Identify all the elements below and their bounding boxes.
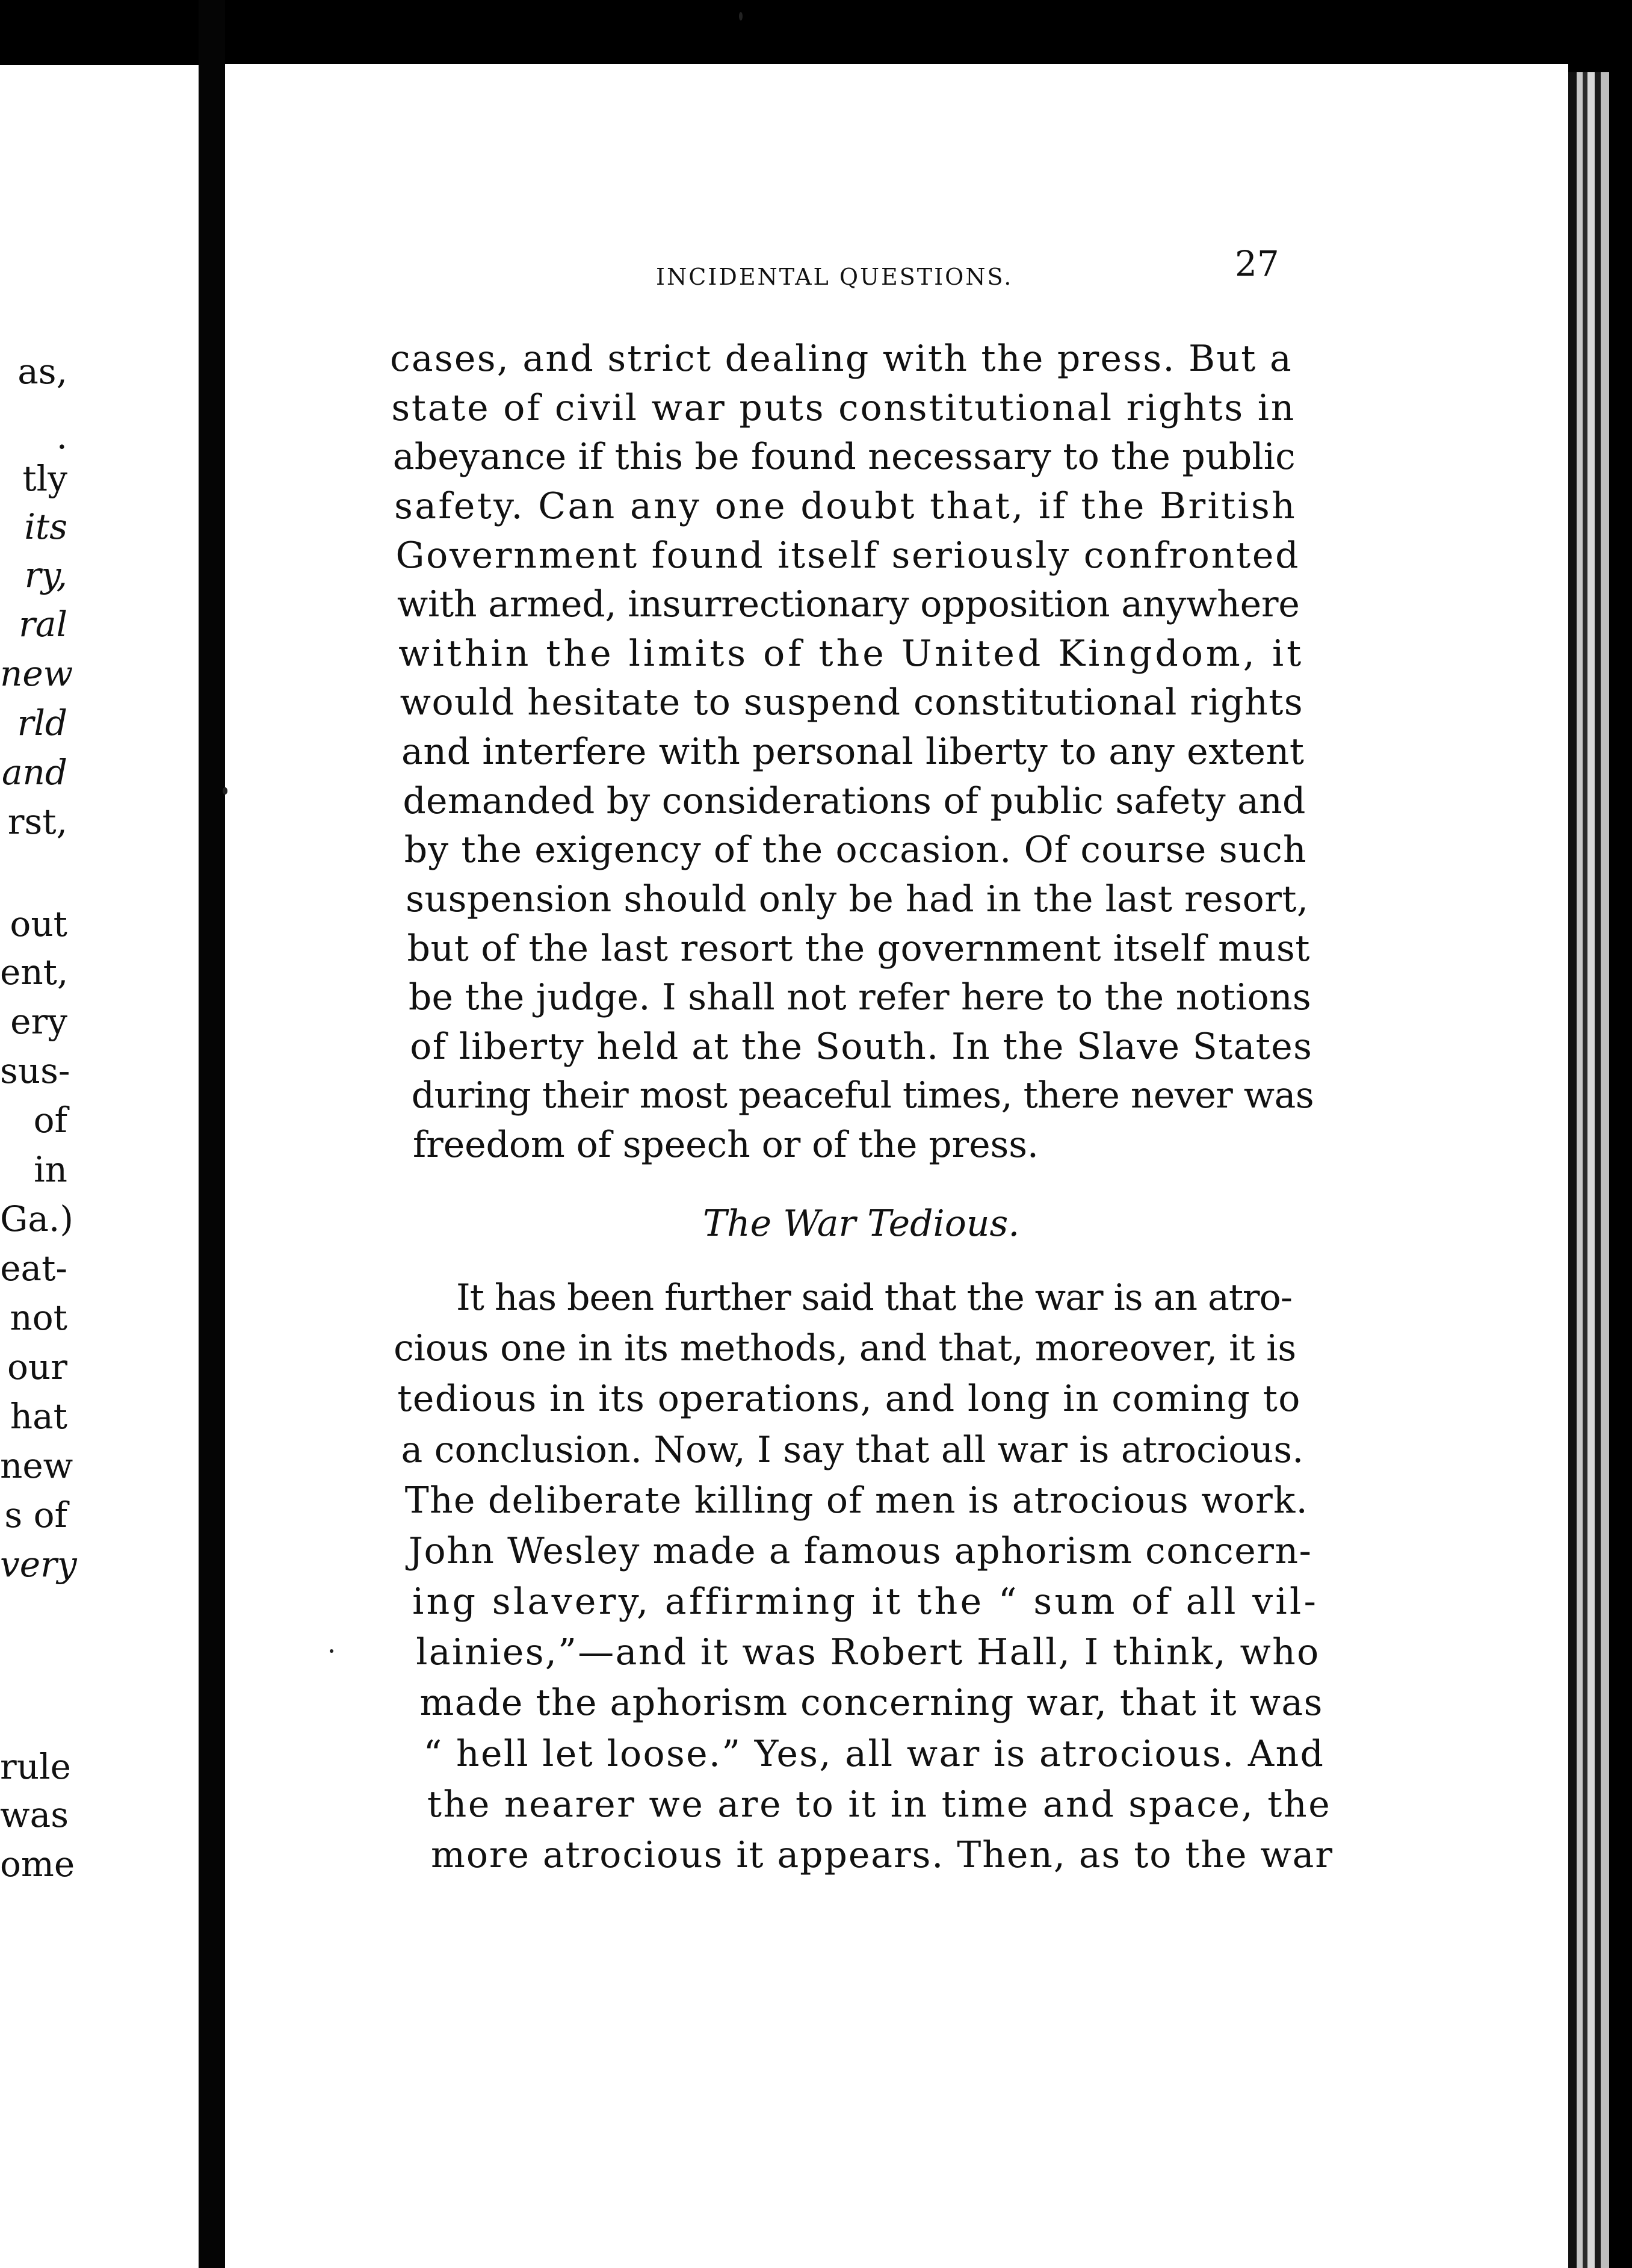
text-line: Government found itself seriously confronted [395, 534, 1300, 577]
left-page-fragment: as, [17, 351, 67, 392]
left-page-fragment: not [10, 1297, 67, 1338]
left-page-fragment: in [34, 1149, 67, 1190]
page-edge [1595, 72, 1601, 2268]
text-line: the nearer we are to it in time and space, the [427, 1783, 1332, 1826]
text-line: abeyance if this be found necessary to the public [392, 436, 1296, 479]
scan-speck [223, 787, 227, 795]
left-page-fragment: rst, [7, 801, 67, 842]
left-page-fragment: s of [4, 1495, 67, 1535]
left-page-fragment: ral [19, 604, 67, 645]
left-page-fragment: sus- [0, 1050, 70, 1091]
left-page-fragment: out [10, 903, 67, 944]
text-line: more atrocious it appears. Then, as to the war [431, 1834, 1334, 1876]
text-line: within the limits of the United Kingdom, it [398, 632, 1305, 675]
left-page-fragment: ry, [24, 554, 67, 595]
text-line: would hesitate to suspend constitutional rights [400, 681, 1304, 724]
page-edge [1583, 72, 1587, 2268]
text-line: a conclusion. Now, I say that all war is atrocious. [401, 1428, 1304, 1471]
text-line: tedious in its operations, and long in coming to [397, 1378, 1301, 1421]
left-page-fragment: new [0, 653, 73, 694]
text-line: with armed, insurrectionary opposition anywhere [397, 583, 1300, 626]
text-line: lainies,”—and it was Robert Hall, I think, who [416, 1631, 1320, 1674]
left-page-fragment: eat- [0, 1248, 67, 1289]
left-page-fragment: and [1, 752, 67, 793]
left-page-fragment: very [0, 1544, 77, 1585]
text-line: and interfere with personal liberty to any extent [401, 731, 1305, 773]
text-line: but of the last resort the government itself must [407, 927, 1311, 970]
text-line: John Wesley made a famous aphorism concern- [408, 1529, 1312, 1572]
page-edge [1609, 72, 1632, 2268]
left-page-fragment: . [56, 416, 67, 457]
text-line: during their most peaceful times, there never was [411, 1074, 1314, 1117]
left-page-fragment: Ga.) [0, 1198, 73, 1239]
text-line: be the judge. I shall not refer here to the notions [408, 976, 1311, 1019]
text-line: safety. Can any one doubt that, if the British [394, 485, 1297, 527]
page-edge [1577, 72, 1583, 2268]
left-page-fragment: hat [10, 1396, 67, 1437]
left-page-fragment: was [0, 1794, 69, 1835]
left-page-fragment: ent, [0, 952, 69, 993]
running-head: INCIDENTAL QUESTIONS. [656, 264, 1013, 290]
page-number: 27 [1235, 243, 1279, 284]
scan-speck [739, 12, 743, 20]
text-line: It has been further said that the war is an atro- [456, 1277, 1292, 1319]
text-line: The deliberate killing of men is atrocious work. [404, 1479, 1308, 1522]
left-page-fragment: tly [22, 458, 67, 499]
left-page-fragment: new [0, 1445, 73, 1486]
text-line: cases, and strict dealing with the press. But a [390, 338, 1293, 380]
left-page-fragment: ome [0, 1844, 75, 1885]
text-line: state of civil war puts constitutional rights in [391, 386, 1296, 429]
left-page-fragment: rule [0, 1746, 71, 1787]
scan-speck [330, 1649, 333, 1653]
text-line: by the exigency of the occasion. Of course such [404, 829, 1307, 872]
text-line: demanded by considerations of public safety and [403, 779, 1306, 822]
text-line: made the aphorism concerning war, that it was [419, 1682, 1323, 1724]
page-edge [1587, 72, 1595, 2268]
text-line: cious one in its methods, and that, moreover, it is [394, 1327, 1297, 1370]
text-line: “ hell let loose.” Yes, all war is atrocious. And [423, 1732, 1325, 1775]
left-page-fragment: our [7, 1346, 67, 1387]
left-page-fragment: rld [17, 702, 67, 743]
left-page-fragment: ery [10, 1001, 67, 1042]
page-edge [1568, 72, 1577, 2268]
text-line: freedom of speech or of the press. [413, 1124, 1039, 1166]
page-edge [1601, 72, 1609, 2268]
text-line: ing slavery, affirming it the “ sum of all vil- [412, 1581, 1319, 1623]
left-page-fragment: of [33, 1100, 67, 1141]
text-line: suspension should only be had in the last resort, [406, 878, 1309, 920]
section-heading: The War Tedious. [703, 1203, 1020, 1245]
book-gutter [199, 0, 225, 2268]
text-line: of liberty held at the South. In the Slave States [410, 1025, 1313, 1068]
left-page-fragment: its [24, 506, 67, 547]
